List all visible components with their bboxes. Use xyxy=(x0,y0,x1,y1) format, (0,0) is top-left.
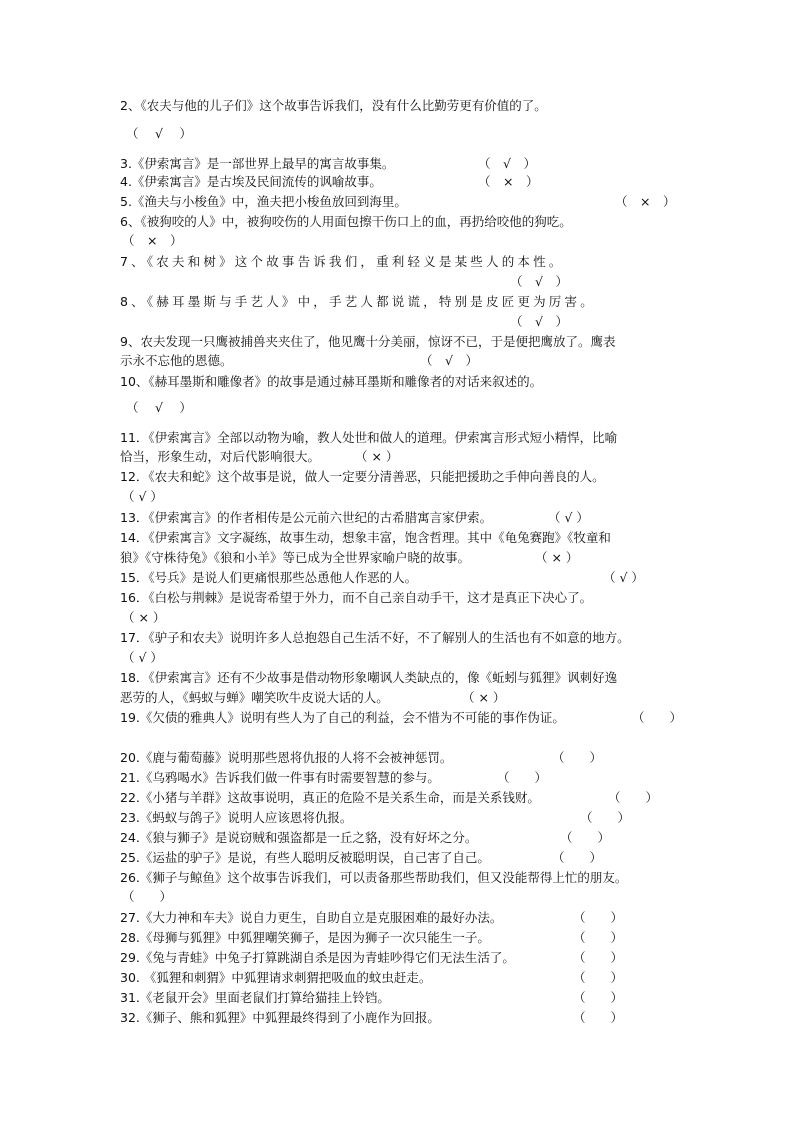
answer-mark: （ √ ） xyxy=(603,570,644,585)
question-text: 恶劳的人，《蚂蚁与蝉》嘲笑吹牛皮说大话的人。 xyxy=(120,690,389,705)
question-text: 19.《欠债的雅典人》说明有些人为了自己的利益，会不惜为不可能的事作伪证。 xyxy=(120,710,565,725)
answer-mark: （ × ） xyxy=(355,449,399,464)
question-text: 23.《蚂蚁与鸽子》说明人应该恩将仇报。 xyxy=(120,810,353,825)
question-text: 示永不忘他的恩德。 xyxy=(120,353,233,368)
question-text: 狼》《守株待兔》《狼和小羊》等已成为全世界家喻户晓的故事。 xyxy=(120,550,471,565)
question-text: 3.《伊索寓言》是一部世界上最早的寓言故事集。 xyxy=(120,156,395,171)
answer-mark: （ × ） xyxy=(122,610,166,625)
question-text: 14．《伊索寓言》文字凝练，故事生动，想象丰富，饱含哲理。其中《龟兔赛跑》《牧童和 xyxy=(120,530,611,545)
answer-mark: （ √ ） xyxy=(478,156,536,171)
question-text: 8、《赫耳墨斯与手艺人》中，手艺人都说谎，特别是皮匠更为厉害。 xyxy=(120,294,596,309)
answer-mark: （ ） xyxy=(497,770,548,785)
question-text: 恰当，形象生动，对后代影响很大。 xyxy=(120,449,321,464)
question-text: 13．《伊索寓言》的作者相传是公元前六世纪的古希腊寓言家伊索。 xyxy=(120,510,493,525)
question-text: 2、《农夫与他的儿子们》这个故事告诉我们，没有什么比勤劳更有价值的了。 xyxy=(120,98,547,113)
question-text: 16．《白松与荆棘》是说寄希望于外力，而不自己亲自动手干，这才是真正下决心了。 xyxy=(120,590,593,605)
answer-mark: （ ） xyxy=(580,810,631,825)
question-text: 27.《大力神和车夫》说自力更生，自助自立是克服困难的最好办法。 xyxy=(120,910,503,925)
answer-mark: （ √ ） xyxy=(548,510,589,525)
question-text: 30. 《狐狸和刺猬》中狐狸请求刺猬把吸血的蚊虫赶走。 xyxy=(120,970,432,985)
answer-mark: （ ） xyxy=(122,889,173,904)
answer-mark: （ ） xyxy=(608,790,659,805)
question-text: 10、《赫耳墨斯和雕像者》的故事是通过赫耳墨斯和雕像者的对话来叙述的。 xyxy=(120,374,543,389)
answer-mark: （ ） xyxy=(560,830,611,845)
question-text: 9、农夫发现一只鹰被捕兽夹夹住了，他见鹰十分美丽，惊讶不已，于是便把鹰放了。鹰表 xyxy=(120,334,616,349)
answer-mark: （ × ） xyxy=(615,194,676,209)
question-text: 20.《鹿与葡萄藤》说明那些恩将仇报的人将不会被神惩罚。 xyxy=(120,750,453,765)
answer-mark: （ √ ） xyxy=(510,314,568,329)
question-text: 21.《乌鸦喝水》告诉我们做一件事有时需要智慧的参与。 xyxy=(120,770,440,785)
answer-mark: （ √ ） xyxy=(420,353,478,368)
answer-mark: （ ） xyxy=(573,1010,624,1025)
question-text: 12．《农夫和蛇》这个故事是说，做人一定要分清善恶，只能把援助之手伸向善良的人。 xyxy=(120,469,605,484)
answer-mark: （ √ ） xyxy=(126,400,192,415)
answer-mark: （ ） xyxy=(552,850,603,865)
question-text: 22.《小猪与羊群》这故事说明，真正的危险不是关系生命，而是关系钱财。 xyxy=(120,790,540,805)
answer-mark: （ × ） xyxy=(535,550,579,565)
question-text: 5.《渔夫与小梭鱼》中，渔夫把小梭鱼放回到海里。 xyxy=(120,194,407,209)
answer-mark: （ × ） xyxy=(122,233,183,248)
answer-mark: （ ） xyxy=(573,930,624,945)
question-text: 15．《号兵》是说人们更痛恨那些怂恿他人作恶的人。 xyxy=(120,570,418,585)
answer-mark: （ √ ） xyxy=(510,274,568,289)
question-text: 6、《被狗咬的人》中，被狗咬伤的人用面包擦干伤口上的血，再扔给咬他的狗吃。 xyxy=(120,214,572,229)
question-text: 28.《母狮与狐狸》中狐狸嘲笑狮子，是因为狮子一次只能生一子。 xyxy=(120,930,490,945)
answer-mark: （ √ ） xyxy=(122,489,163,504)
answer-mark: （ ） xyxy=(573,950,624,965)
answer-mark: （ ） xyxy=(632,710,683,725)
question-text: 32.《狮子、熊和狐狸》中狐狸最终得到了小鹿作为回报。 xyxy=(120,1010,440,1025)
answer-mark: （ × ） xyxy=(478,174,539,189)
question-text: 29.《兔与青蛙》中兔子打算跳湖自杀是因为青蛙吵得它们无法生活了。 xyxy=(120,950,515,965)
answer-mark: （ √ ） xyxy=(126,126,192,141)
question-text: 7、《农夫和树》这个故事告诉我们，重利轻义是某些人的本性。 xyxy=(120,254,565,269)
answer-mark: （ ） xyxy=(573,990,624,1005)
question-text: 26.《狮子与鲸鱼》这个故事告诉我们，可以责备那些帮助我们，但又没能帮得上忙的朋友。 xyxy=(120,870,628,885)
answer-mark: （ ） xyxy=(573,970,624,985)
question-text: 18．《伊索寓言》还有不少故事是借动物形象嘲讽人类缺点的，像《蚯蚓与狐狸》讽刺好逸 xyxy=(120,670,618,685)
question-text: 11．《伊索寓言》全部以动物为喻，教人处世和做人的道理。伊索寓言形式短小精悍，比喻 xyxy=(120,430,618,445)
question-text: 25.《运盐的驴子》是说，有些人聪明反被聪明误，自己害了自己。 xyxy=(120,850,490,865)
question-text: 17．《驴子和农夫》说明许多人总抱怨自己生活不好，不了解别人的生活也有不如意的地方。 xyxy=(120,630,630,645)
question-text: 24.《狼与狮子》是说窃贼和强盗都是一丘之貉，没有好坏之分。 xyxy=(120,830,478,845)
answer-mark: （ × ） xyxy=(462,690,506,705)
question-text: 4.《伊索寓言》是古埃及民间流传的讽喻故事。 xyxy=(120,174,382,189)
answer-mark: （ √ ） xyxy=(122,650,163,665)
answer-mark: （ ） xyxy=(573,910,624,925)
question-text: 31.《老鼠开会》里面老鼠们打算给猫挂上铃铛。 xyxy=(120,990,390,1005)
answer-mark: （ ） xyxy=(552,750,603,765)
